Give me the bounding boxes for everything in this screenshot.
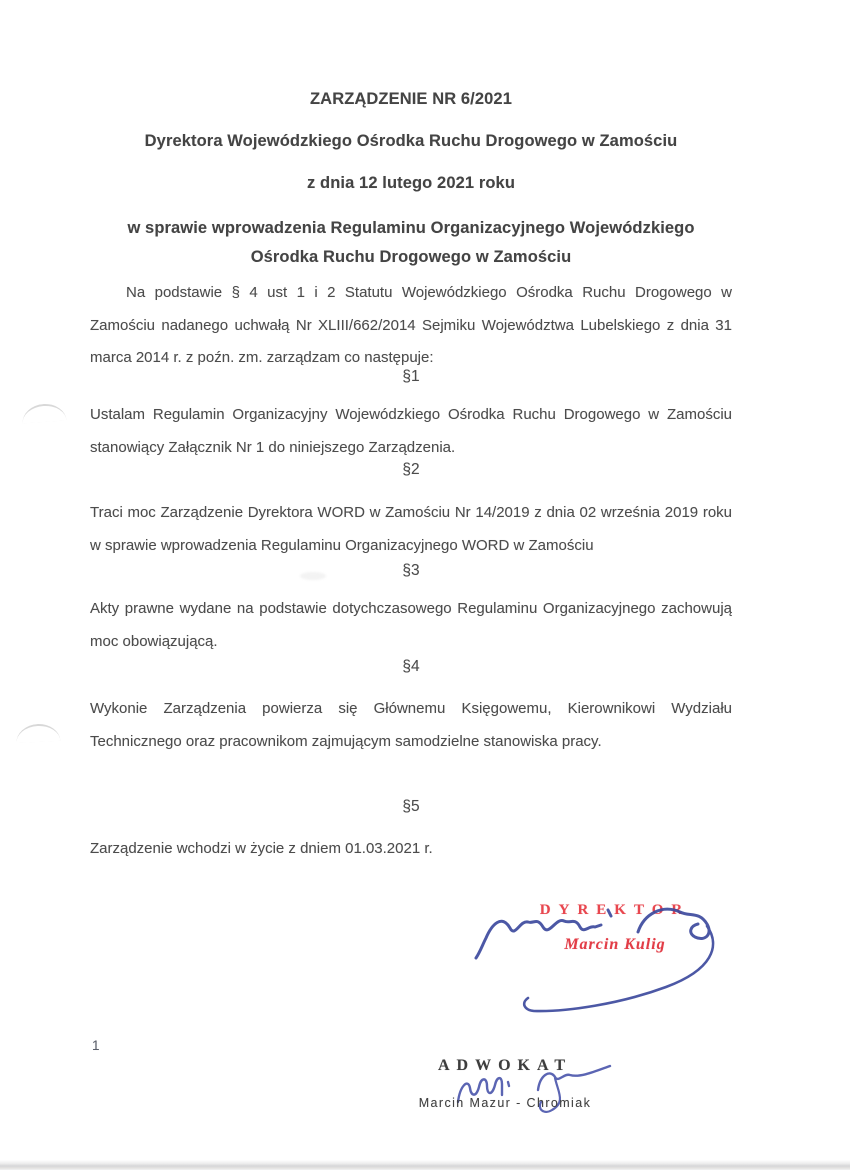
section-1-text: Ustalam Regulamin Organizacyjny Wojewódzkiego Ośrodka Ruchu Drogowego w Zamościu stanowiący Załącznik Nr 1 do niniejszego Zarządzenia. <box>90 406 732 456</box>
scan-bottom-edge <box>0 1160 850 1170</box>
scan-artifact-arc-top <box>21 402 66 423</box>
document-date: z dnia 12 lutego 2021 roku <box>307 174 515 192</box>
section-1-label: §1 <box>402 368 420 385</box>
director-stamp-title: DYREKTOR <box>539 902 691 918</box>
advocate-signature-name: Marcin Mazur - Chromiak <box>418 1096 592 1110</box>
section-3-label: §3 <box>402 562 420 579</box>
advocate-stamp-title: ADWOKAT <box>437 1057 573 1074</box>
scan-smudge <box>300 572 326 580</box>
section-4-text: Wykonie Zarządzenia powierza się Głównemu Księgowemu, Kierownikowi Wydziału Technicznego oraz pracownikom zajmującym samodzielne stanowiska pracy. <box>90 700 732 750</box>
section-2-label: §2 <box>402 461 420 478</box>
section-5-text: Zarządzenie wchodzi w życie z dniem 01.03.2021 r. <box>90 840 433 857</box>
page-number: 1 <box>92 1038 100 1053</box>
document-issuer: Dyrektora Wojewódzkiego Ośrodka Ruchu Drogowego w Zamościu <box>144 132 678 150</box>
director-signature-name: Marcin Kulig <box>564 936 666 953</box>
section-4-label: §4 <box>402 658 420 675</box>
section-2-text: Traci moc Zarządzenie Dyrektora WORD w Zamościu Nr 14/2019 z dnia 02 września 2019 roku w sprawie wprowadzenia Regulaminu Organizacyjnego WORD w Zamościu <box>90 504 732 554</box>
document-title: ZARZĄDZENIE NR 6/2021 <box>310 90 512 108</box>
preamble-paragraph: Na podstawie § 4 ust 1 i 2 Statutu Wojewódzkiego Ośrodka Ruchu Drogowego w Zamościu nadanego uchwałą Nr XLIII/662/2014 Sejmiku Województwa Lubelskiego z dnia 31 marca 2014 r. z poźn. zm. zarządzam co następuje: <box>90 284 732 366</box>
scan-artifact-arc-bottom <box>16 723 61 743</box>
section-3-text: Akty prawne wydane na podstawie dotychczasowego Regulaminu Organizacyjnego zachowują moc obowiązującą. <box>90 600 732 650</box>
section-5-label: §5 <box>402 798 420 815</box>
document-subject: w sprawie wprowadzenia Regulaminu Organizacyjnego Wojewódzkiego Ośrodka Ruchu Drogowego w Zamościu <box>127 219 695 266</box>
